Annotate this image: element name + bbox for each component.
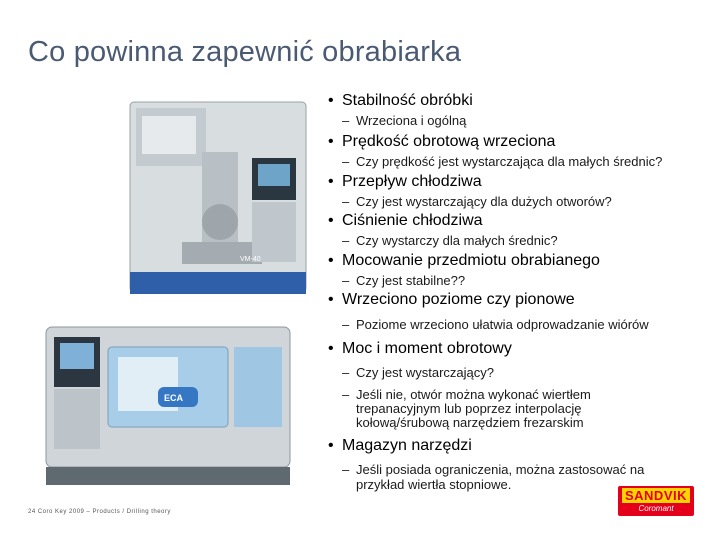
dash-icon: – xyxy=(342,462,350,477)
sandvik-coromant-logo xyxy=(618,486,694,516)
dash-icon: – xyxy=(342,365,350,380)
sub-item: – Wrzeciona i ogólną xyxy=(342,113,467,128)
sub-item: – Czy jest stabilne?? xyxy=(342,273,466,288)
bullet-icon: • xyxy=(328,252,334,269)
vm40-label: VM-40 xyxy=(240,256,261,263)
sub-item-continuation: przykład wiertła stopniowe. xyxy=(356,477,512,492)
bullet-icon: • xyxy=(328,212,334,229)
bullet-icon: • xyxy=(328,173,334,190)
dash-icon: – xyxy=(342,194,350,209)
slide-footer: 24 Coro Key 2009 – Products / Drilling theory xyxy=(28,509,171,515)
bullet-item: • Mocowanie przedmiotu obrabianego xyxy=(328,252,600,269)
logo-brand: SANDVIK xyxy=(622,488,690,503)
dash-icon: – xyxy=(342,154,350,169)
logo-sub: Coromant xyxy=(638,504,674,513)
sub-item-continuation: trepanacyjnym lub poprzez interpolację xyxy=(356,401,582,416)
bullet-item: • Przepływ chłodziwa xyxy=(328,173,482,190)
dash-icon: – xyxy=(342,113,350,128)
sub-item: – Czy jest wystarczający? xyxy=(342,365,494,380)
sub-item: – Jeśli posiada ograniczenia, można zastosować na xyxy=(342,462,645,477)
sub-item: – Czy jest wystarczający dla dużych otworów? xyxy=(342,194,612,209)
lathe-badge-label: ECA xyxy=(164,393,184,403)
bullet-item: • Stabilność obróbki xyxy=(328,92,473,109)
bullet-icon: • xyxy=(328,437,334,454)
sub-item: – Jeśli nie, otwór można wykonać wiertłem xyxy=(342,387,591,402)
dash-icon: – xyxy=(342,273,350,288)
bullet-item: • Ciśnienie chłodziwa xyxy=(328,212,483,229)
bullet-item: • Prędkość obrotową wrzeciona xyxy=(328,133,556,150)
dash-icon: – xyxy=(342,317,350,332)
slide-title: Co powinna zapewnić obrabiarka xyxy=(28,36,462,68)
bullet-icon: • xyxy=(328,133,334,150)
dash-icon: – xyxy=(342,233,350,248)
bullet-item: • Magazyn narzędzi xyxy=(328,437,472,454)
bullet-icon: • xyxy=(328,291,334,308)
bullet-icon: • xyxy=(328,92,334,109)
bullet-item: • Moc i moment obrotowy xyxy=(328,340,512,357)
bullet-item: • Wrzeciono poziome czy pionowe xyxy=(328,291,575,308)
sub-item-continuation: kołową/śrubową narzędziem frezarskim xyxy=(356,415,584,430)
dash-icon: – xyxy=(342,387,350,402)
sub-item: – Czy wystarczy dla małych średnic? xyxy=(342,233,558,248)
sub-item: – Poziome wrzeciono ułatwia odprowadzanie wiórów xyxy=(342,317,649,332)
bullet-icon: • xyxy=(328,340,334,357)
sub-item: – Czy prędkość jest wystarczająca dla małych średnic? xyxy=(342,154,663,169)
